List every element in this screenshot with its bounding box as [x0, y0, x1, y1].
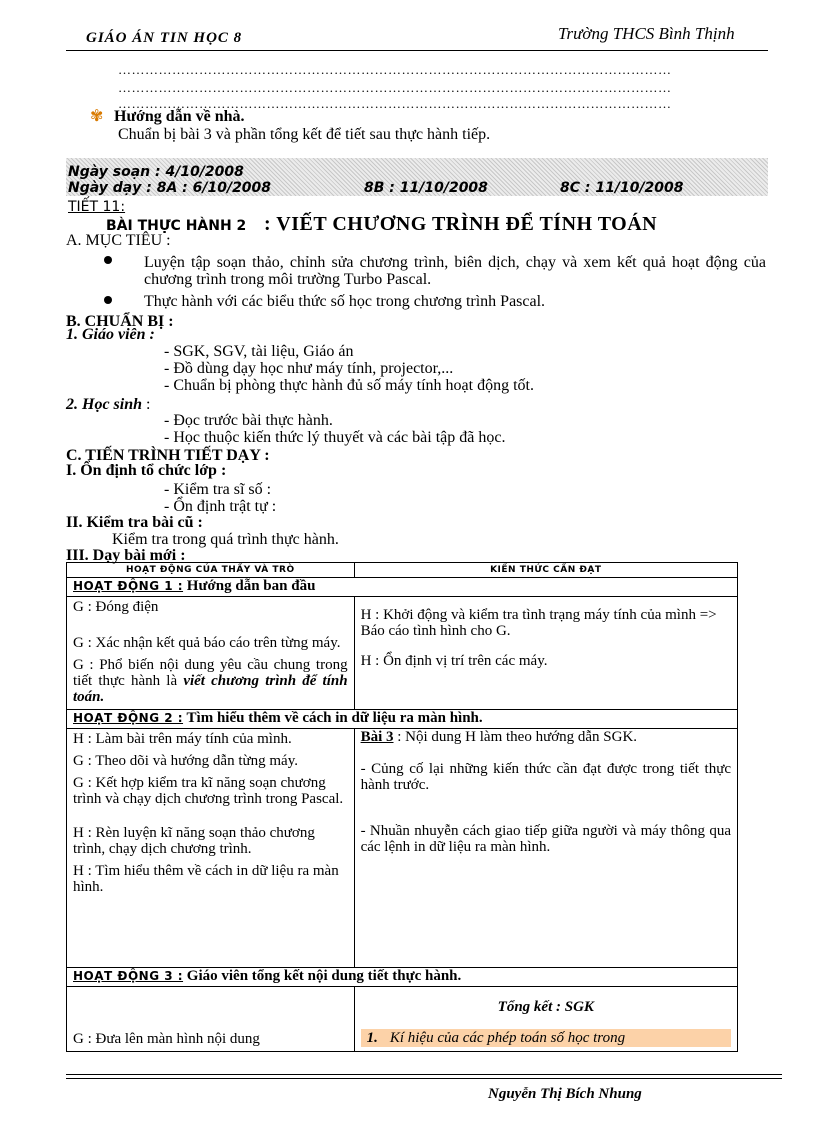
- homework-title: Hướng dẫn về nhà.: [114, 108, 245, 125]
- activity-2-row: [67, 729, 738, 968]
- activity-2-left-line: G : Theo dõi và hướng dẫn từng máy.: [73, 753, 298, 769]
- teach-date-8a: Ngày dạy : 8A : 6/10/2008: [68, 180, 272, 196]
- activity-1-left-line: G : Xác nhận kết quả báo cáo trên từng máy.: [73, 635, 341, 651]
- summary-item: [361, 1029, 731, 1047]
- prep-date: Ngày soạn : 4/10/2008: [68, 164, 244, 180]
- activity-1-right-line: H : Khởi động và kiểm tra tình trạng máy tính của mình => Báo cáo tình hình cho G.: [360, 607, 717, 639]
- summary-title: Tổng kết : SGK: [497, 999, 594, 1015]
- activity-1-right: [354, 597, 737, 710]
- dotted-line: ……………………………………………………………………………………………………………: [118, 96, 672, 111]
- activity-3-header: [67, 968, 738, 987]
- activity-1-right-line: H : Ổn định vị trí trên các máy.: [360, 653, 548, 669]
- activity-2-header-row: [67, 710, 738, 729]
- student-title-row: [66, 396, 150, 414]
- section-c-ii-title: II. Kiểm tra bài cũ :: [66, 514, 203, 531]
- activity-3-left: [67, 987, 355, 1052]
- activity-2-right-line: - Củng cố lại những kiến thức cần đạt được trong tiết thực hành trước.: [360, 761, 731, 793]
- activity-2-right: [354, 729, 737, 968]
- activity-1-left-line: [73, 657, 348, 705]
- activity-1-title: Hướng dẫn ban đầu: [183, 578, 316, 594]
- header-school: Trường THCS Bình Thịnh: [558, 24, 735, 43]
- activity-2-title: Tìm hiểu thêm về cách in dữ liệu ra màn hình.: [183, 710, 483, 726]
- student-colon: :: [142, 396, 151, 413]
- section-c-iii-title: III. Dạy bài mới :: [66, 547, 186, 564]
- student-item: - Học thuộc kiến thức lý thuyết và các bài tập đã học.: [164, 429, 506, 446]
- activity-1-left-text: G : Phổ biến nội dung yêu cầu chung trong tiết thực hành là: [73, 657, 348, 689]
- section-c-i-title: I. Ổn định tổ chức lớp :: [66, 462, 227, 479]
- homework-text: Chuẩn bị bài 3 và phần tổng kết để tiết sau thực hành tiếp.: [118, 126, 491, 143]
- activity-1-header: [67, 578, 738, 597]
- activity-1-header-row: [67, 578, 738, 597]
- teacher-item: - SGK, SGV, tài liệu, Giáo án: [164, 343, 354, 360]
- section-c-title: C. TIẾN TRÌNH TIẾT DẠY :: [66, 447, 270, 464]
- teach-date-8b: 8B : 11/10/2008: [364, 180, 488, 196]
- bullet-icon: [104, 256, 112, 264]
- student-item: - Đọc trước bài thực hành.: [164, 412, 333, 429]
- lesson-title-big: : VIẾT CHƯƠNG TRÌNH ĐỂ TÍNH TOÁN: [264, 213, 658, 235]
- activity-1-left-emphasis: viết chương trình để tính toán.: [73, 673, 348, 705]
- activity-3-right: [354, 987, 737, 1052]
- bullet-icon: [104, 296, 112, 304]
- activity-3-title: Giáo viên tổng kết nội dung tiết thực hành.: [183, 968, 462, 984]
- teacher-title: 1. Giáo viên :: [66, 326, 155, 343]
- objective-item: Thực hành với các biểu thức số học trong chương trình Pascal.: [144, 293, 546, 310]
- lesson-title-small: BÀI THỰC HÀNH 2: [106, 218, 247, 234]
- objective-item: Luyện tập soạn thảo, chỉnh sửa chương trình, biên dịch, chạy và xem kết quả hoạt động của chương trình trong môi trường Turbo Pascal.: [144, 254, 766, 288]
- exercise-text: : Nội dung H làm theo hướng dẫn SGK.: [393, 729, 638, 745]
- activity-1-left: [67, 597, 355, 710]
- header-divider: [66, 50, 768, 51]
- star-icon: ✾: [90, 108, 104, 125]
- activity-1-label: HOẠT ĐỘNG 1 :: [73, 579, 184, 593]
- dotted-line: ……………………………………………………………………………………………………………: [118, 80, 672, 95]
- activity-2-left-line: H : Tìm hiểu thêm về cách in dữ liệu ra màn hình.: [73, 863, 339, 895]
- activity-3-row: [67, 987, 738, 1052]
- column-header-activities: HOẠT ĐỘNG CỦA THẦY VÀ TRÒ: [67, 563, 355, 578]
- teacher-item: - Chuẩn bị phòng thực hành đủ số máy tính hoạt động tốt.: [164, 377, 534, 394]
- section-b-title: B. CHUẨN BỊ :: [66, 313, 174, 330]
- column-header-knowledge: KIẾN THỨC CẦN ĐẠT: [354, 563, 737, 578]
- footer-divider: [66, 1074, 782, 1079]
- activity-3-header-row: [67, 968, 738, 987]
- exercise-label: Bài 3: [360, 729, 394, 745]
- teach-date-8c: 8C : 11/10/2008: [560, 180, 684, 196]
- footer-author: Nguyễn Thị Bích Nhung: [488, 1086, 642, 1102]
- activity-1-row: [67, 597, 738, 710]
- activity-2-left: [67, 729, 355, 968]
- dotted-line: ……………………………………………………………………………………………………………: [118, 62, 672, 77]
- summary-item-number: 1.: [366, 1030, 378, 1046]
- section-a-title: A. MỤC TIÊU :: [66, 232, 171, 249]
- activity-2-right-line: [361, 729, 731, 745]
- activity-2-label: HOẠT ĐỘNG 2 :: [73, 711, 184, 725]
- activity-3-label: HOẠT ĐỘNG 3 :: [73, 969, 184, 983]
- activity-2-left-line: H : Làm bài trên máy tính của mình.: [73, 731, 292, 747]
- activity-1-left-line: G : Đóng điện: [73, 599, 159, 615]
- activity-2-left-line: G : Kết hợp kiểm tra kĩ năng soạn chương trình và chạy dịch chương trình trong Pascal.: [73, 775, 344, 807]
- summary-item-text: Kí hiệu của các phép toán số học trong: [389, 1030, 626, 1046]
- activity-2-left-line: H : Rèn luyện kĩ năng soạn thảo chương trình, chạy dịch chương trình.: [73, 825, 315, 857]
- section-c-i-item: - Kiểm tra sĩ số :: [164, 481, 272, 498]
- activity-3-left-line: G : Đưa lên màn hình nội dung: [73, 1031, 260, 1047]
- student-title: 2. Học sinh: [66, 396, 143, 413]
- header-title: GIÁO ÁN TIN HỌC 8: [86, 30, 243, 46]
- section-c-ii-text: Kiểm tra trong quá trình thực hành.: [112, 531, 339, 548]
- activity-2-header: [67, 710, 738, 729]
- activity-2-right-line: - Nhuần nhuyễn cách giao tiếp giữa người và máy thông qua các lệnh in dữ liệu ra màn hình.: [360, 823, 731, 855]
- lesson-number: TIẾT 11:: [68, 199, 126, 215]
- table-header-row: [67, 563, 738, 578]
- section-c-i-item: - Ổn định trật tự :: [164, 498, 277, 515]
- lesson-table: [66, 562, 738, 1052]
- teacher-item: - Đồ dùng dạy học như máy tính, projector,...: [164, 360, 454, 377]
